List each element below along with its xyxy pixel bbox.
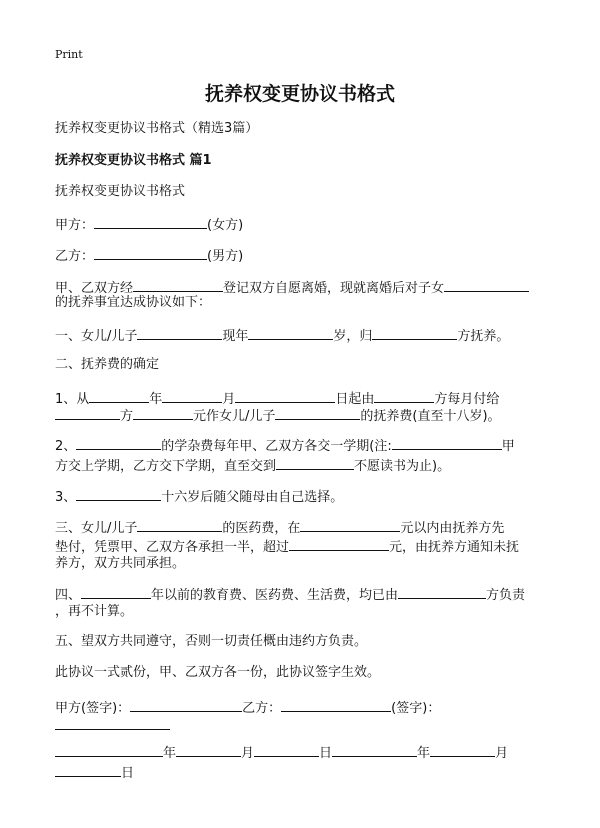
blank bbox=[55, 763, 121, 777]
text: 登记双方自愿离婚，现就离婚后对子女 bbox=[223, 281, 445, 296]
party-a-signature-label: 甲方(签字)： bbox=[55, 701, 131, 716]
blank bbox=[133, 406, 193, 420]
blank bbox=[130, 698, 242, 712]
text: 方每月付给 bbox=[434, 392, 500, 407]
date-line-cont bbox=[55, 763, 134, 782]
blank bbox=[94, 246, 207, 260]
blank bbox=[281, 698, 391, 712]
blank bbox=[444, 278, 529, 292]
blank bbox=[300, 518, 400, 532]
blank bbox=[55, 743, 163, 757]
party-b-line bbox=[55, 246, 243, 265]
blank bbox=[76, 436, 161, 450]
blank bbox=[332, 743, 417, 757]
text: 2、 bbox=[55, 439, 77, 454]
text: 元作女儿/儿子 bbox=[193, 409, 276, 424]
party-a-note: (女方) bbox=[207, 218, 244, 233]
blank bbox=[162, 389, 222, 403]
text: 现年 bbox=[222, 329, 249, 344]
blank bbox=[137, 518, 222, 532]
text: 方抚养。 bbox=[457, 329, 510, 344]
day-label: 日 bbox=[121, 766, 135, 781]
blank bbox=[275, 406, 360, 420]
blank bbox=[372, 326, 457, 340]
text: 岁，归 bbox=[333, 329, 373, 344]
text: 的医药费，在 bbox=[222, 521, 301, 536]
text: 元，由抚养方通知未抚 bbox=[389, 540, 520, 555]
intro-line: 抚养权变更协议书格式 bbox=[55, 184, 186, 199]
month-label: 月 bbox=[241, 746, 255, 761]
blank bbox=[55, 406, 120, 420]
blank bbox=[430, 743, 495, 757]
text: 三、女儿/儿子 bbox=[55, 521, 138, 536]
clause-4-line-2: ，再不计算。 bbox=[55, 604, 134, 619]
day-label: 日 bbox=[319, 746, 333, 761]
party-a-line bbox=[55, 215, 243, 234]
party-b-label: 乙方： bbox=[55, 249, 95, 264]
year-label: 年 bbox=[417, 746, 431, 761]
clause-3-line-1 bbox=[55, 518, 504, 537]
blank bbox=[94, 215, 207, 229]
text: 十六岁后随父随母由自己选择。 bbox=[161, 490, 344, 505]
blank bbox=[248, 326, 333, 340]
party-b-label: 乙方： bbox=[242, 701, 282, 716]
clause-intro-line-2: 的抚养事宜达成协议如下： bbox=[55, 295, 212, 310]
text: 一、女儿/儿子 bbox=[55, 329, 138, 344]
text: 年以前的教育费、医药费、生活费，均已由 bbox=[151, 588, 399, 603]
clause-3-line-3: 养方，双方共同承担。 bbox=[55, 556, 186, 571]
year-label: 年 bbox=[163, 746, 177, 761]
party-b-signature-label: (签字)： bbox=[391, 701, 441, 716]
text: 月 bbox=[222, 392, 236, 407]
page-title: 抚养权变更协议书格式 bbox=[204, 83, 395, 105]
blank bbox=[55, 716, 170, 730]
clause-2-2-line-1 bbox=[55, 436, 515, 455]
blank bbox=[89, 389, 149, 403]
text: 方 bbox=[120, 409, 134, 424]
blank bbox=[81, 585, 151, 599]
text: 四、 bbox=[55, 588, 82, 603]
party-a-label: 甲方： bbox=[55, 218, 95, 233]
text: 1、从 bbox=[55, 392, 90, 407]
clause-4-line-1 bbox=[55, 585, 525, 604]
text: 3、 bbox=[55, 490, 77, 505]
blank bbox=[254, 743, 319, 757]
section-heading: 抚养权变更协议书格式 篇1 bbox=[55, 153, 212, 168]
text: 元以内由抚养方先 bbox=[400, 521, 505, 536]
clause-5: 五、望双方共同遵守，否则一切责任概由违约方负责。 bbox=[55, 634, 368, 649]
text: 方交上学期，乙方交下学期，直至交到 bbox=[55, 459, 277, 474]
date-line bbox=[55, 743, 508, 762]
subtitle: 抚养权变更协议书格式（精选3篇） bbox=[55, 121, 259, 136]
clause-2-1-line-2 bbox=[55, 406, 501, 425]
blank bbox=[276, 456, 354, 470]
text: 甲 bbox=[501, 439, 515, 454]
clause-2-heading: 二、抚养费的确定 bbox=[55, 357, 160, 372]
signature-line bbox=[55, 698, 440, 717]
blank bbox=[235, 389, 335, 403]
print-link[interactable]: Print bbox=[55, 48, 83, 61]
blank bbox=[137, 326, 222, 340]
text: 日起由 bbox=[335, 392, 375, 407]
blank bbox=[398, 585, 486, 599]
signature-line-cont bbox=[55, 716, 170, 735]
text: 垫付，凭票甲、乙双方各承担一半，超过 bbox=[55, 540, 290, 555]
blank bbox=[392, 436, 502, 450]
blank bbox=[289, 537, 389, 551]
clause-3-line-2 bbox=[55, 537, 519, 556]
text: 的抚养费(直至十八岁)。 bbox=[360, 409, 501, 424]
text: 甲、乙双方经 bbox=[55, 281, 134, 296]
clause-1 bbox=[55, 326, 509, 345]
text: 方负责 bbox=[486, 588, 526, 603]
closing-note: 此协议一式贰份，甲、乙双方各一份，此协议签字生效。 bbox=[55, 665, 381, 680]
text: 的学杂费每年甲、乙双方各交一学期(注: bbox=[161, 439, 392, 454]
clause-2-3 bbox=[55, 487, 343, 506]
month-label: 月 bbox=[495, 746, 509, 761]
party-b-note: (男方) bbox=[207, 249, 244, 264]
blank bbox=[76, 487, 161, 501]
clause-2-2-line-2 bbox=[55, 456, 450, 475]
text: 不愿读书为止)。 bbox=[354, 459, 451, 474]
blank bbox=[176, 743, 241, 757]
blank bbox=[133, 278, 223, 292]
text: 年 bbox=[149, 392, 163, 407]
blank bbox=[374, 389, 434, 403]
